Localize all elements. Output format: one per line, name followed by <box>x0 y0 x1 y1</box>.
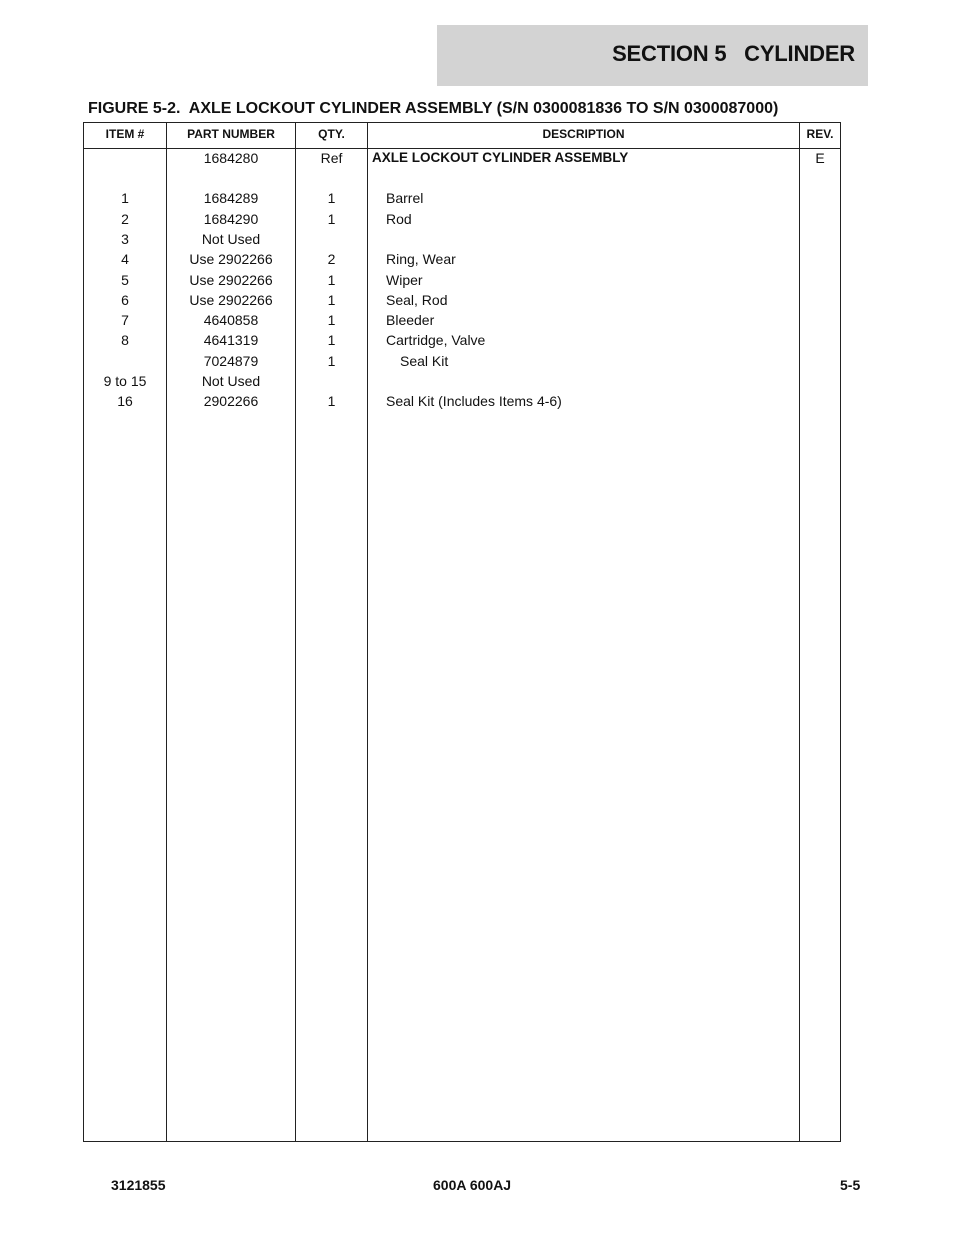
item-cell: 1 <box>121 190 129 206</box>
description-cell: Bleeder <box>386 312 435 328</box>
column-header-qty: QTY. <box>318 127 345 141</box>
table-row <box>84 231 840 251</box>
description-cell: Barrel <box>386 190 424 206</box>
table-row <box>84 211 840 231</box>
item-cell: 3 <box>121 231 129 247</box>
part-number-cell: 1684290 <box>203 211 259 227</box>
description-cell: Ring, Wear <box>386 251 456 267</box>
footer-page-number: 5-5 <box>840 1177 861 1193</box>
part-number-cell: Not Used <box>201 231 261 247</box>
table-row <box>84 190 840 210</box>
item-cell: 5 <box>121 272 129 288</box>
item-cell: 6 <box>121 292 129 308</box>
part-number-cell: Use 2902266 <box>189 251 273 267</box>
description-cell: Seal, Rod <box>386 292 448 308</box>
figure-title: FIGURE 5-2. AXLE LOCKOUT CYLINDER ASSEMBLY (S/N 0300081836 TO S/N 0300087000) <box>88 100 779 117</box>
item-cell: 16 <box>117 393 133 409</box>
column-header-part-number: PART NUMBER <box>187 127 275 141</box>
description-cell: Rod <box>386 211 412 227</box>
item-cell: 7 <box>121 312 129 328</box>
header-divider <box>84 148 840 149</box>
parts-table <box>83 122 841 1142</box>
part-number-cell: Not Used <box>201 373 261 389</box>
table-row <box>84 332 840 352</box>
table-row <box>84 150 840 170</box>
qty-cell: 1 <box>327 272 336 288</box>
description-cell: AXLE LOCKOUT CYLINDER ASSEMBLY <box>372 150 629 165</box>
qty-cell: 1 <box>327 292 336 308</box>
item-cell: 4 <box>121 251 129 267</box>
footer-models: 600A 600AJ <box>433 1177 512 1193</box>
description-cell: Wiper <box>386 272 423 288</box>
column-header-description: DESCRIPTION <box>542 127 625 141</box>
item-cell: 9 to 15 <box>103 373 147 389</box>
description-cell: Seal Kit <box>400 353 449 369</box>
description-cell: Seal Kit (Includes Items 4-6) <box>386 393 562 409</box>
table-row <box>84 312 840 332</box>
part-number-cell: Use 2902266 <box>189 292 273 308</box>
part-number-cell: Use 2902266 <box>189 272 273 288</box>
qty-cell: 1 <box>327 332 336 348</box>
table-row <box>84 393 840 413</box>
column-header-rev: REV. <box>806 127 834 141</box>
qty-cell: 1 <box>327 393 336 409</box>
qty-cell: 1 <box>327 211 336 227</box>
item-cell: 8 <box>121 332 129 348</box>
part-number-cell: 4641319 <box>203 332 259 348</box>
table-row <box>84 373 840 393</box>
qty-cell: Ref <box>320 150 343 166</box>
qty-cell: 1 <box>327 312 336 328</box>
table-row <box>84 292 840 312</box>
section-header <box>437 25 868 86</box>
table-row <box>84 251 840 271</box>
part-number-cell: 7024879 <box>203 353 259 369</box>
qty-cell: 1 <box>327 353 336 369</box>
table-row <box>84 272 840 292</box>
qty-cell: 1 <box>327 190 336 206</box>
part-number-cell: 1684289 <box>203 190 259 206</box>
description-cell: Cartridge, Valve <box>386 332 486 348</box>
section-title: SECTION 5 CYLINDER <box>612 41 855 66</box>
part-number-cell: 2902266 <box>203 393 259 409</box>
footer-doc-number: 3121855 <box>111 1177 166 1193</box>
rev-cell: E <box>815 150 825 166</box>
qty-cell: 2 <box>327 251 336 267</box>
table-row <box>84 353 840 373</box>
column-header-item: ITEM # <box>105 127 145 141</box>
part-number-cell: 4640858 <box>203 312 259 328</box>
part-number-cell: 1684280 <box>203 150 259 166</box>
item-cell: 2 <box>121 211 129 227</box>
